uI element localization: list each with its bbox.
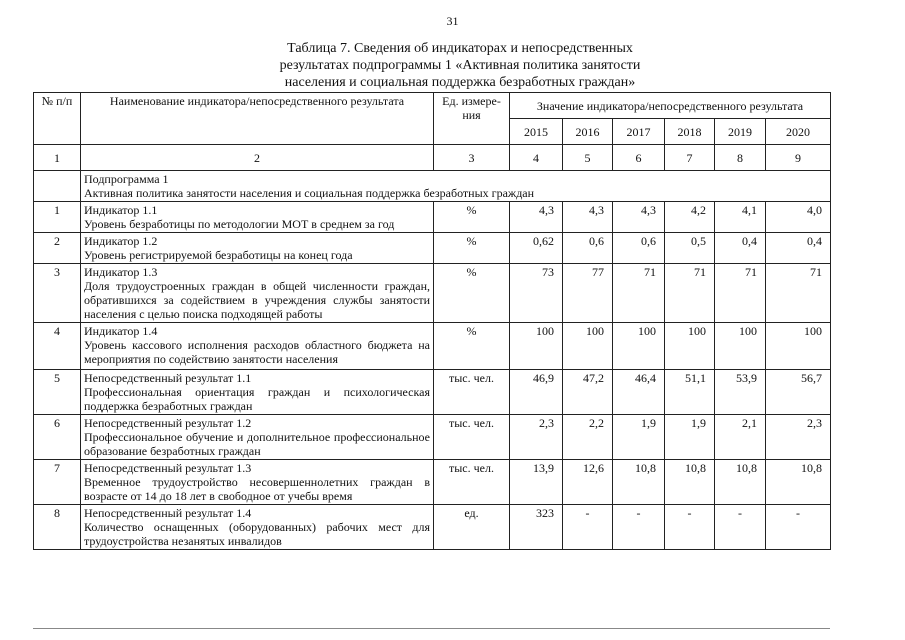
subprogram-cell (81, 171, 831, 202)
table-row (34, 415, 831, 460)
row-value: 73 (510, 264, 563, 323)
col-number: 1 (34, 145, 81, 171)
row-title: Непосредственный результат 1.2 (84, 416, 252, 430)
row-value: 10,8 (665, 460, 715, 505)
row-value: 100 (563, 323, 613, 370)
row-value: 100 (715, 323, 766, 370)
column-numbers-row (34, 145, 831, 171)
row-description: Уровень кассового исполнения расходов областного бюджета на мероприятия по содействию занятости населения (84, 338, 430, 366)
col-number: 6 (613, 145, 665, 171)
row-value: 77 (563, 264, 613, 323)
bottom-border (33, 628, 830, 629)
row-value: 47,2 (563, 370, 613, 415)
row-title: Непосредственный результат 1.3 (84, 461, 252, 475)
header-year: 2017 (613, 119, 665, 145)
row-value: 100 (665, 323, 715, 370)
subprogram-name: Активная политика занятости населения и социальная поддержка безработных граждан (84, 186, 535, 200)
row-value: 0,5 (665, 233, 715, 264)
caption-line-3: населения и социальная поддержка безработных граждан» (284, 75, 636, 90)
row-value: 0,62 (510, 233, 563, 264)
row-value: 1,9 (665, 415, 715, 460)
row-value: 2,2 (563, 415, 613, 460)
table-caption (200, 40, 720, 91)
row-value: 323 (510, 505, 563, 550)
row-value: 10,8 (613, 460, 665, 505)
row-value: 4,2 (665, 202, 715, 233)
row-number: 7 (34, 460, 81, 505)
row-description: Временное трудоустройство несовершеннолетних граждан в возрасте от 14 до 18 лет в свободное от учебы время (84, 475, 430, 503)
row-value: 46,4 (613, 370, 665, 415)
header-num: № п/п (34, 93, 81, 145)
row-value: 4,3 (510, 202, 563, 233)
row-name-cell (81, 323, 434, 370)
row-value: 46,9 (510, 370, 563, 415)
row-title: Индикатор 1.3 (84, 265, 158, 279)
row-unit: тыс. чел. (434, 460, 510, 505)
row-title: Индикатор 1.4 (84, 324, 158, 338)
row-value: 56,7 (766, 370, 831, 415)
caption-line-2: результатах подпрограммы 1 «Активная политика занятости (279, 58, 641, 73)
table-row (34, 370, 831, 415)
table-row (34, 233, 831, 264)
row-value: 4,3 (563, 202, 613, 233)
row-name-cell (81, 415, 434, 460)
caption-line-1: Таблица 7. Сведения об индикаторах и непосредственных (287, 41, 633, 56)
table-row (34, 202, 831, 233)
row-value: 10,8 (766, 460, 831, 505)
col-number: 3 (434, 145, 510, 171)
header-year: 2020 (766, 119, 831, 145)
row-value: 100 (766, 323, 831, 370)
header-year: 2015 (510, 119, 563, 145)
row-description: Уровень регистрируемой безработицы на конец года (84, 248, 353, 262)
row-unit: % (434, 323, 510, 370)
row-value: 100 (613, 323, 665, 370)
table-body (34, 202, 831, 550)
row-title: Непосредственный результат 1.1 (84, 371, 252, 385)
row-name-cell (81, 264, 434, 323)
row-name-cell (81, 460, 434, 505)
row-value: 71 (715, 264, 766, 323)
table-row (34, 505, 831, 550)
row-number: 4 (34, 323, 81, 370)
row-value: 0,4 (715, 233, 766, 264)
row-value: 4,3 (613, 202, 665, 233)
table-row (34, 264, 831, 323)
row-name-cell (81, 202, 434, 233)
col-number: 9 (766, 145, 831, 171)
row-value: - (563, 505, 613, 550)
row-number: 8 (34, 505, 81, 550)
row-number: 2 (34, 233, 81, 264)
subprogram-title: Подпрограмма 1 (84, 172, 169, 186)
row-unit: % (434, 264, 510, 323)
header-year: 2019 (715, 119, 766, 145)
subprogram-empty-cell (34, 171, 81, 202)
row-value: 1,9 (613, 415, 665, 460)
row-value: 71 (766, 264, 831, 323)
indicators-table (33, 92, 831, 550)
row-title: Непосредственный результат 1.4 (84, 506, 252, 520)
row-description: Доля трудоустроенных граждан в общей численности граждан, обратившихся за содействием в учреждения службы занятости населения с целью поиска подходящей работы (84, 279, 430, 321)
col-number: 4 (510, 145, 563, 171)
row-value: - (665, 505, 715, 550)
row-value: 4,1 (715, 202, 766, 233)
row-unit: ед. (434, 505, 510, 550)
row-value: 10,8 (715, 460, 766, 505)
row-value: 12,6 (563, 460, 613, 505)
row-unit: тыс. чел. (434, 370, 510, 415)
row-title: Индикатор 1.2 (84, 234, 158, 248)
row-value: 2,3 (766, 415, 831, 460)
row-value: - (613, 505, 665, 550)
row-value: 53,9 (715, 370, 766, 415)
row-name-cell (81, 233, 434, 264)
row-value: 4,0 (766, 202, 831, 233)
row-value: 71 (665, 264, 715, 323)
row-name-cell (81, 370, 434, 415)
col-number: 5 (563, 145, 613, 171)
row-name-cell (81, 505, 434, 550)
header-name: Наименование индикатора/непосредственного результата (81, 93, 434, 145)
row-title: Индикатор 1.1 (84, 203, 158, 217)
row-number: 6 (34, 415, 81, 460)
header-unit: Ед. измере-ния (434, 93, 510, 145)
col-number: 2 (81, 145, 434, 171)
row-value: 0,4 (766, 233, 831, 264)
row-unit: тыс. чел. (434, 415, 510, 460)
row-description: Профессиональное обучение и дополнительное профессиональное образование безработных граждан (84, 430, 430, 458)
row-value: 100 (510, 323, 563, 370)
header-values: Значение индикатора/непосредственного результата (510, 93, 831, 119)
header-year: 2018 (665, 119, 715, 145)
row-unit: % (434, 233, 510, 264)
row-value: 0,6 (613, 233, 665, 264)
table-row (34, 323, 831, 370)
row-value: 71 (613, 264, 665, 323)
row-number: 3 (34, 264, 81, 323)
row-value: 2,3 (510, 415, 563, 460)
row-value: 0,6 (563, 233, 613, 264)
row-description: Профессиональная ориентация граждан и психологическая поддержка безработных граждан (84, 385, 430, 413)
row-value: - (715, 505, 766, 550)
row-number: 5 (34, 370, 81, 415)
row-value: - (766, 505, 831, 550)
row-unit: % (434, 202, 510, 233)
page-number: 31 (446, 14, 459, 28)
row-value: 2,1 (715, 415, 766, 460)
col-number: 7 (665, 145, 715, 171)
col-number: 8 (715, 145, 766, 171)
row-description: Количество оснащенных (оборудованных) рабочих мест для трудоустройства незанятых инвалидов (84, 520, 430, 548)
row-value: 51,1 (665, 370, 715, 415)
row-value: 13,9 (510, 460, 563, 505)
row-number: 1 (34, 202, 81, 233)
table-row (34, 460, 831, 505)
header-year: 2016 (563, 119, 613, 145)
row-description: Уровень безработицы по методологии МОТ в среднем за год (84, 217, 395, 231)
subprogram-row (34, 171, 831, 202)
